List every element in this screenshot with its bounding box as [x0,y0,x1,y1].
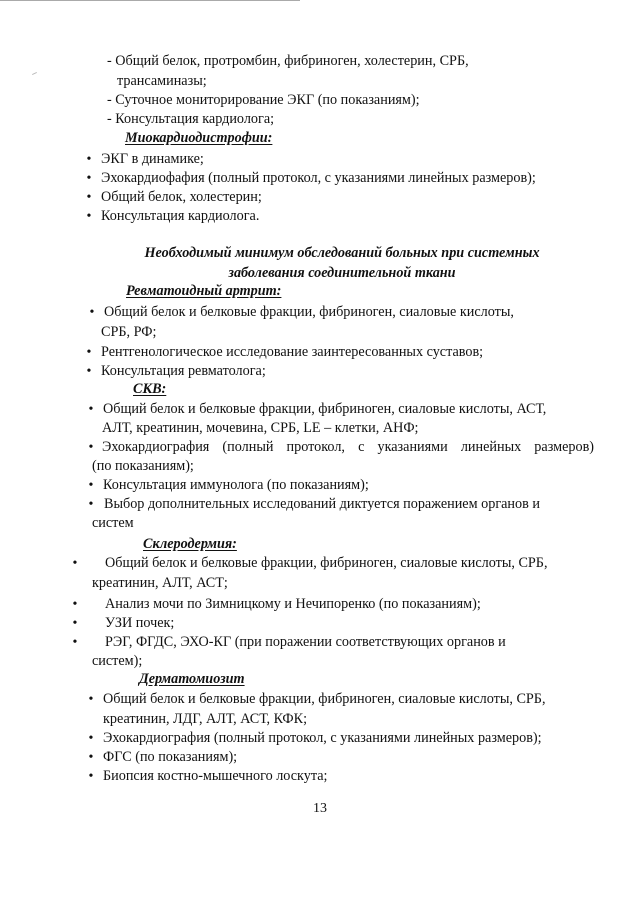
list-item: Эхокардиофафия (полный протокол, с указаниями линейных размеров); [101,170,536,186]
list-item: Общий белок и белковые фракции, фибриноген, сиаловые кислоты, АСТ, [103,401,547,417]
bullet: • [88,440,94,455]
bullet: • [89,305,95,320]
bullet: • [88,750,94,765]
list-item: Консультация иммунолога (по показаниям); [103,477,369,493]
section-heading-myocardio: Миокардиодистрофии: [125,130,273,146]
list-item-continuation: (по показаниям); [92,458,194,474]
intro-line-1: - Общий белок, протромбин, фибриноген, холестерин, СРБ, [107,53,469,69]
bullet: • [88,769,94,784]
section-heading-ra: Ревматоидный артрит: [126,283,282,299]
list-item: ФГС (по показаниям); [103,749,238,765]
bullet: • [86,209,92,224]
list-item: РЭГ, ФГДС, ЭХО-КГ (при поражении соответствующих органов и [105,634,506,650]
bullet: • [88,478,94,493]
list-item: Выбор дополнительных исследований диктуется поражением органов и [104,496,540,512]
bullet: • [86,171,92,186]
list-item: Анализ мочи по Зимницкому и Нечипоренко (по показаниям); [105,596,481,612]
list-item: ЭКГ в динамике; [101,151,204,167]
list-item: Общий белок и белковые фракции, фибриноген, сиаловые кислоты, СРБ, [105,555,548,571]
section-heading-scleroderma: Склеродермия: [143,536,237,552]
main-title-line-2: заболевания соединительной ткани [228,265,456,281]
bullet: • [86,345,92,360]
list-item: Общий белок, холестерин; [101,189,262,205]
list-item: Общий белок и белковые фракции, фибриноген, сиаловые кислоты, [104,304,514,320]
bullet: • [88,692,94,707]
bullet: • [88,402,94,417]
bullet: • [88,497,94,512]
intro-line-2: трансаминазы; [117,73,207,89]
bullet: • [72,616,78,631]
list-item-continuation: систем [92,515,134,531]
section-heading-dermatomyositis: Дерматомиозит [139,671,245,687]
list-item-continuation: АЛТ, креатинин, мочевина, СРБ, LE – клетки, АНФ; [102,420,419,436]
intro-line-3: - Суточное мониторирование ЭКГ (по показаниям); [107,92,420,108]
bullet: • [88,731,94,746]
section-heading-skv: СКВ: [133,381,167,397]
list-item: УЗИ почек; [105,615,175,631]
list-item: Биопсия костно-мышечного лоскута; [103,768,328,784]
bullet: • [86,152,92,167]
list-item: Консультация кардиолога. [101,208,260,224]
list-item: Эхокардиография (полный протокол, с указаниями линейных размеров) [102,439,594,455]
bullet: • [86,364,92,379]
list-item-continuation: систем); [92,653,143,669]
list-item: Общий белок и белковые фракции, фибриноген, сиаловые кислоты, СРБ, [103,691,546,707]
scan-mark [32,72,37,75]
list-item: Рентгенологическое исследование заинтересованных суставов; [101,344,484,360]
main-title-line-1: Необходимый минимум обследований больных при системных [144,245,540,261]
bullet: • [72,556,78,571]
bullet: • [72,635,78,650]
page-number: 13 [313,801,327,816]
list-item-continuation: креатинин, ЛДГ, АЛТ, АСТ, КФК; [103,711,308,727]
bullet: • [86,190,92,205]
bullet: • [72,597,78,612]
list-item-continuation: креатинин, АЛТ, АСТ; [92,575,228,591]
list-item-continuation: СРБ, РФ; [101,324,157,340]
list-item: Эхокардиография (полный протокол, с указаниями линейных размеров); [103,730,542,746]
scan-top-edge [0,0,300,2]
intro-line-4: - Консультация кардиолога; [107,111,275,127]
list-item: Консультация ревматолога; [101,363,266,379]
